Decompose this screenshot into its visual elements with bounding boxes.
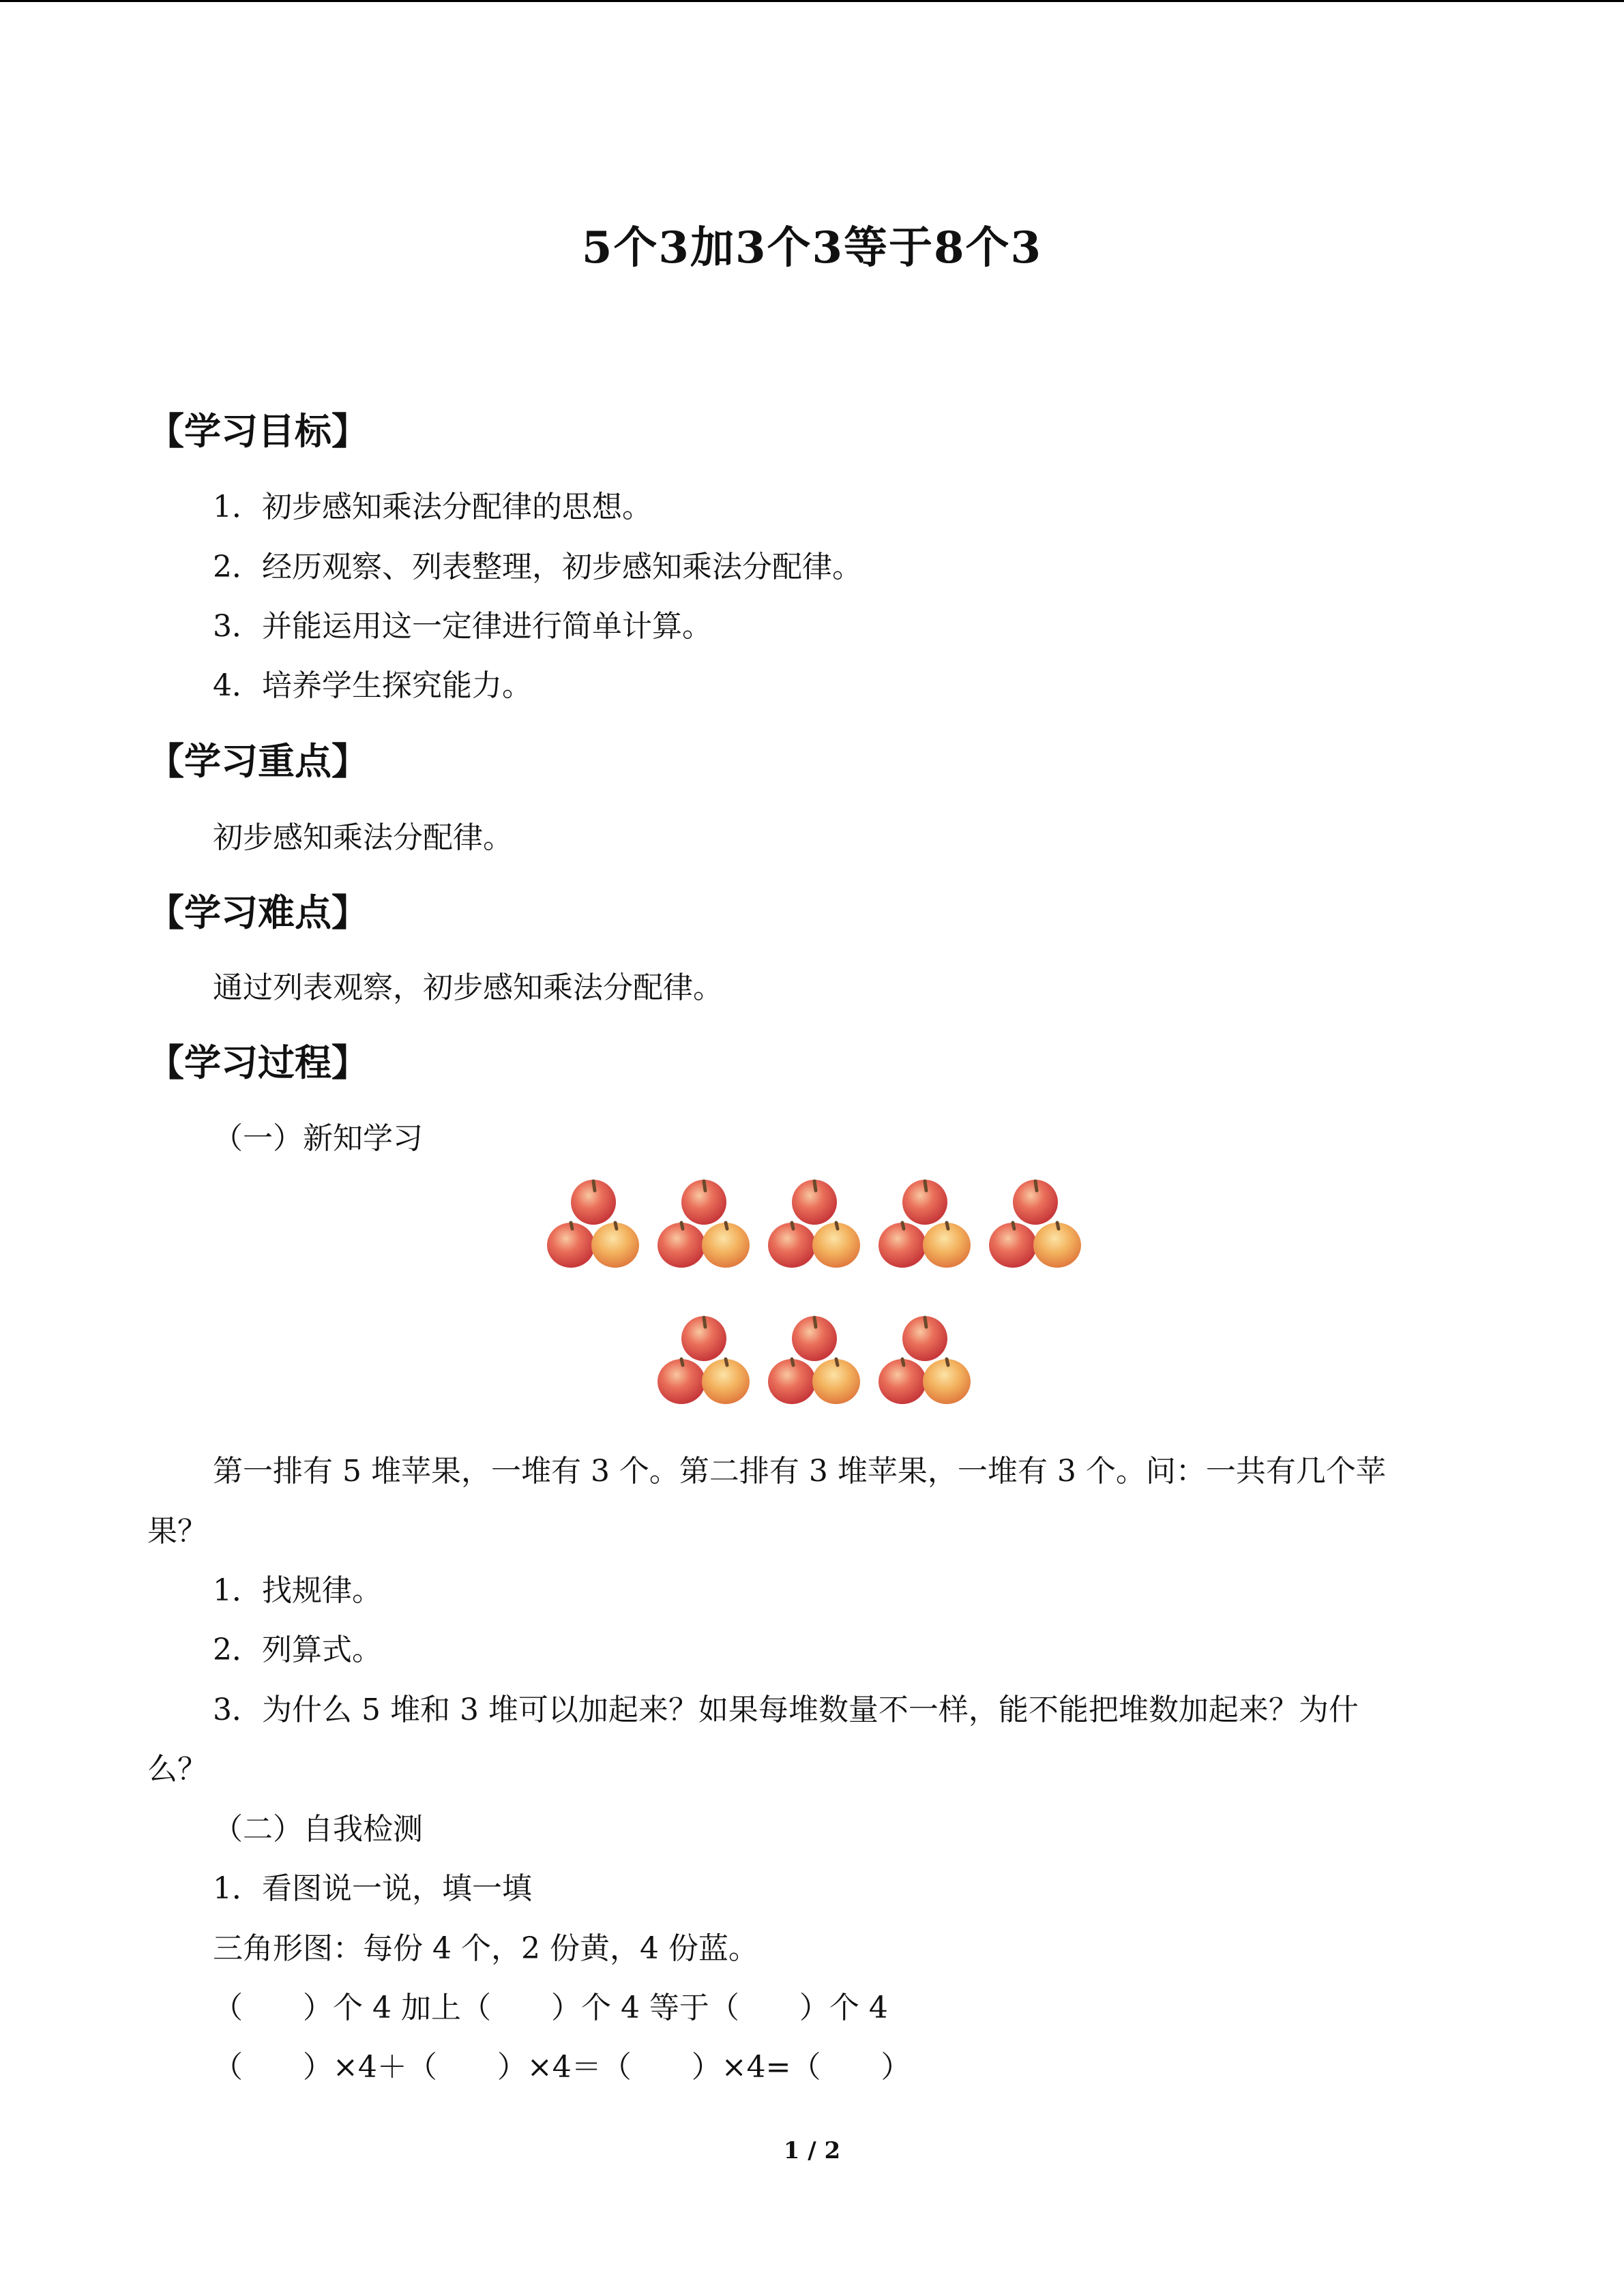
key-points-text: 初步感知乘法分配律。 bbox=[213, 820, 513, 855]
difficulties-heading: 【学习难点】 bbox=[147, 891, 368, 934]
difficulties-text: 通过列表观察，初步感知乘法分配律。 bbox=[213, 970, 723, 1005]
step-1: 1．找规律。 bbox=[213, 1573, 382, 1608]
apple-pile bbox=[879, 1180, 971, 1268]
objective-item-3: 3．并能运用这一定律进行简单计算。 bbox=[213, 609, 712, 644]
apple-pile bbox=[768, 1180, 860, 1268]
process-heading: 【学习过程】 bbox=[147, 1041, 368, 1084]
apple-pile bbox=[989, 1180, 1081, 1268]
problem-line-1: 第一排有 5 堆苹果，一堆有 3 个。第二排有 3 堆苹果，一堆有 3 个。问：一共有几个苹 bbox=[213, 1454, 1386, 1489]
apple-pile bbox=[547, 1180, 639, 1268]
check-item-1: 1．看图说一说，填一填 bbox=[213, 1871, 532, 1906]
part1-title: （一）新知学习 bbox=[213, 1121, 423, 1156]
apple-pile bbox=[879, 1316, 971, 1404]
apple-pile bbox=[658, 1316, 750, 1404]
objectives-heading: 【学习目标】 bbox=[147, 410, 368, 453]
problem-line-2: 果？ bbox=[147, 1514, 207, 1549]
top-border bbox=[0, 0, 1624, 2]
fill-blank-line-2: （ ）×4＋（ ）×4＝（ ）×4=（ ） bbox=[213, 2050, 911, 2085]
apple-row-2 bbox=[658, 1316, 971, 1404]
apple-pile bbox=[658, 1180, 750, 1268]
triangle-description: 三角形图：每份 4 个，2 份黄，4 份蓝。 bbox=[213, 1931, 758, 1966]
objective-item-2: 2．经历观察、列表整理，初步感知乘法分配律。 bbox=[213, 550, 862, 584]
key-points-heading: 【学习重点】 bbox=[147, 740, 368, 783]
apple-row-1 bbox=[547, 1180, 1081, 1268]
objective-item-1: 1．初步感知乘法分配律的思想。 bbox=[213, 490, 652, 524]
fill-blank-line-1: （ ）个 4 加上（ ）个 4 等于（ ）个 4 bbox=[213, 1991, 888, 2025]
step-3-line-2: 么？ bbox=[147, 1752, 207, 1787]
part2-title: （二）自我检测 bbox=[213, 1812, 423, 1847]
apple-piles-illustration bbox=[532, 1173, 1105, 1418]
step-3-line-1: 3．为什么 5 堆和 3 堆可以加起来？如果每堆数量不一样，能不能把堆数加起来？为什 bbox=[213, 1693, 1359, 1727]
apple-pile bbox=[768, 1316, 860, 1404]
page-number: 1 / 2 bbox=[783, 2137, 841, 2164]
page-title: 5个3加3个3等于8个3 bbox=[581, 222, 1043, 273]
step-2: 2．列算式。 bbox=[213, 1632, 382, 1667]
objective-item-4: 4．培养学生探究能力。 bbox=[213, 668, 532, 703]
